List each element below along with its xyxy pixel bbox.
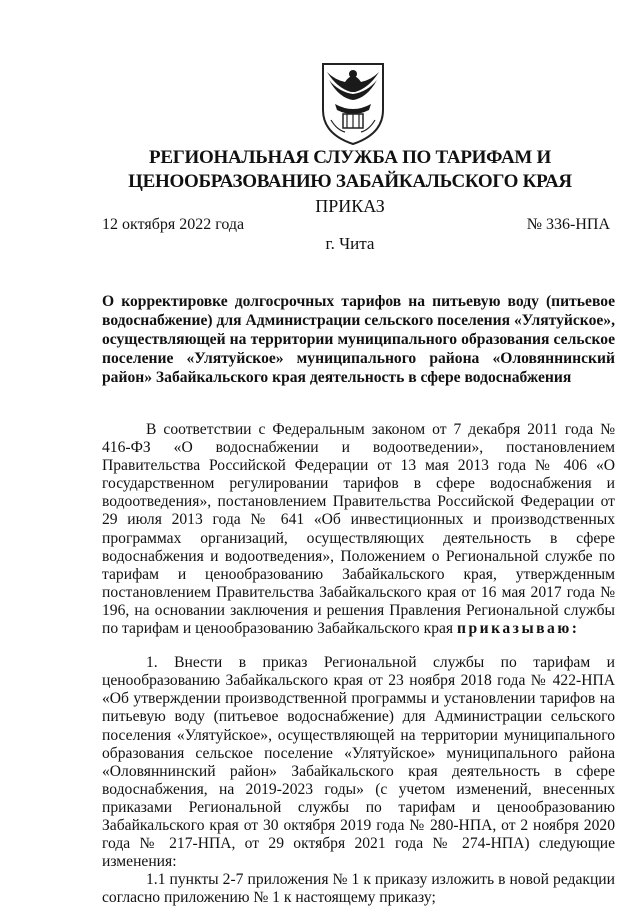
- document-city: г. Чита: [325, 234, 375, 253]
- coat-of-arms-icon: [313, 58, 393, 148]
- document-subject: О корректировке долгосрочных тарифов на питьевую воду (питьевое водоснабжение) для Администрации сельского поселения «Улятуйское», осуществляющей на территории муниципального образования сельское поселение «Улятуйское» муниципального района «Оловяннинский район» Забайкальского края деятельность в сфере водоснабжения: [102, 293, 615, 386]
- organization-title-line1: РЕГИОНАЛЬНАЯ СЛУЖБА ПО ТАРИФАМ И: [149, 147, 551, 168]
- document-type: ПРИКАЗ: [315, 196, 385, 216]
- item-1-1-paragraph: 1.1 пункты 2-7 приложения № 1 к приказу изложить в новой редакции согласно приложению № 1 к настоящему приказу;: [102, 871, 615, 907]
- item-1-paragraph: 1. Внести в приказ Региональной службы по тарифам и ценообразованию Забайкальского края от 23 ноября 2018 года № 422-НПА «Об утверждении производственной программы и установлении тарифов на питьевую воду (питьевое водоснабжение) для Администрации сельского поселения «Улятуйское», осуществляющей на территории муниципального образования сельское поселение «Улятуйское» муниципального района «Оловяннинский район» Забайкальского края деятельность в сфере водоснабжения, на 2019-2023 годы» (с учетом изменений, внесенных приказами Региональной службы по тарифам и ценообразованию Забайкальского края от 30 октября 2019 года № 280-НПА, от 2 ноября 2020 года № 217-НПА, от 29 октября 2021 года № 274-НПА) следующие изменения:: [102, 654, 615, 871]
- organization-title-line2: ЦЕНООБРАЗОВАНИЮ ЗАБАЙКАЛЬСКОГО КРАЯ: [128, 171, 572, 192]
- orders-word: приказываю:: [457, 620, 580, 638]
- document-body: [102, 421, 615, 907]
- document-number: № 336-НПА: [526, 216, 610, 233]
- preamble-paragraph: [102, 421, 615, 638]
- document-date: 12 октября 2022 года: [102, 216, 245, 233]
- preamble-text: В соответствии с Федеральным законом от 7 декабря 2011 года № 416-ФЗ «О водоснабжении и водоотведении», постановлением Правительства Российской Федерации от 13 мая 2013 года № 406 «О государственном регулировании тарифов в сфере водоснабжения и водоотведения», постановлением Правительства Российской Федерации от 29 июля 2013 года № 641 «Об инвестиционных и производственных программах организаций, осуществляющих деятельность в сфере водоснабжения и водоотведения», Положением о Региональной службе по тарифам и ценообразованию Забайкальского края, утвержденным постановлением Правительства Забайкальского края от 16 мая 2017 года № 196, на основании заключения и решения Правления Региональной службы по тарифам и ценообразованию Забайкальского края: [102, 421, 615, 638]
- organization-title: [110, 146, 590, 194]
